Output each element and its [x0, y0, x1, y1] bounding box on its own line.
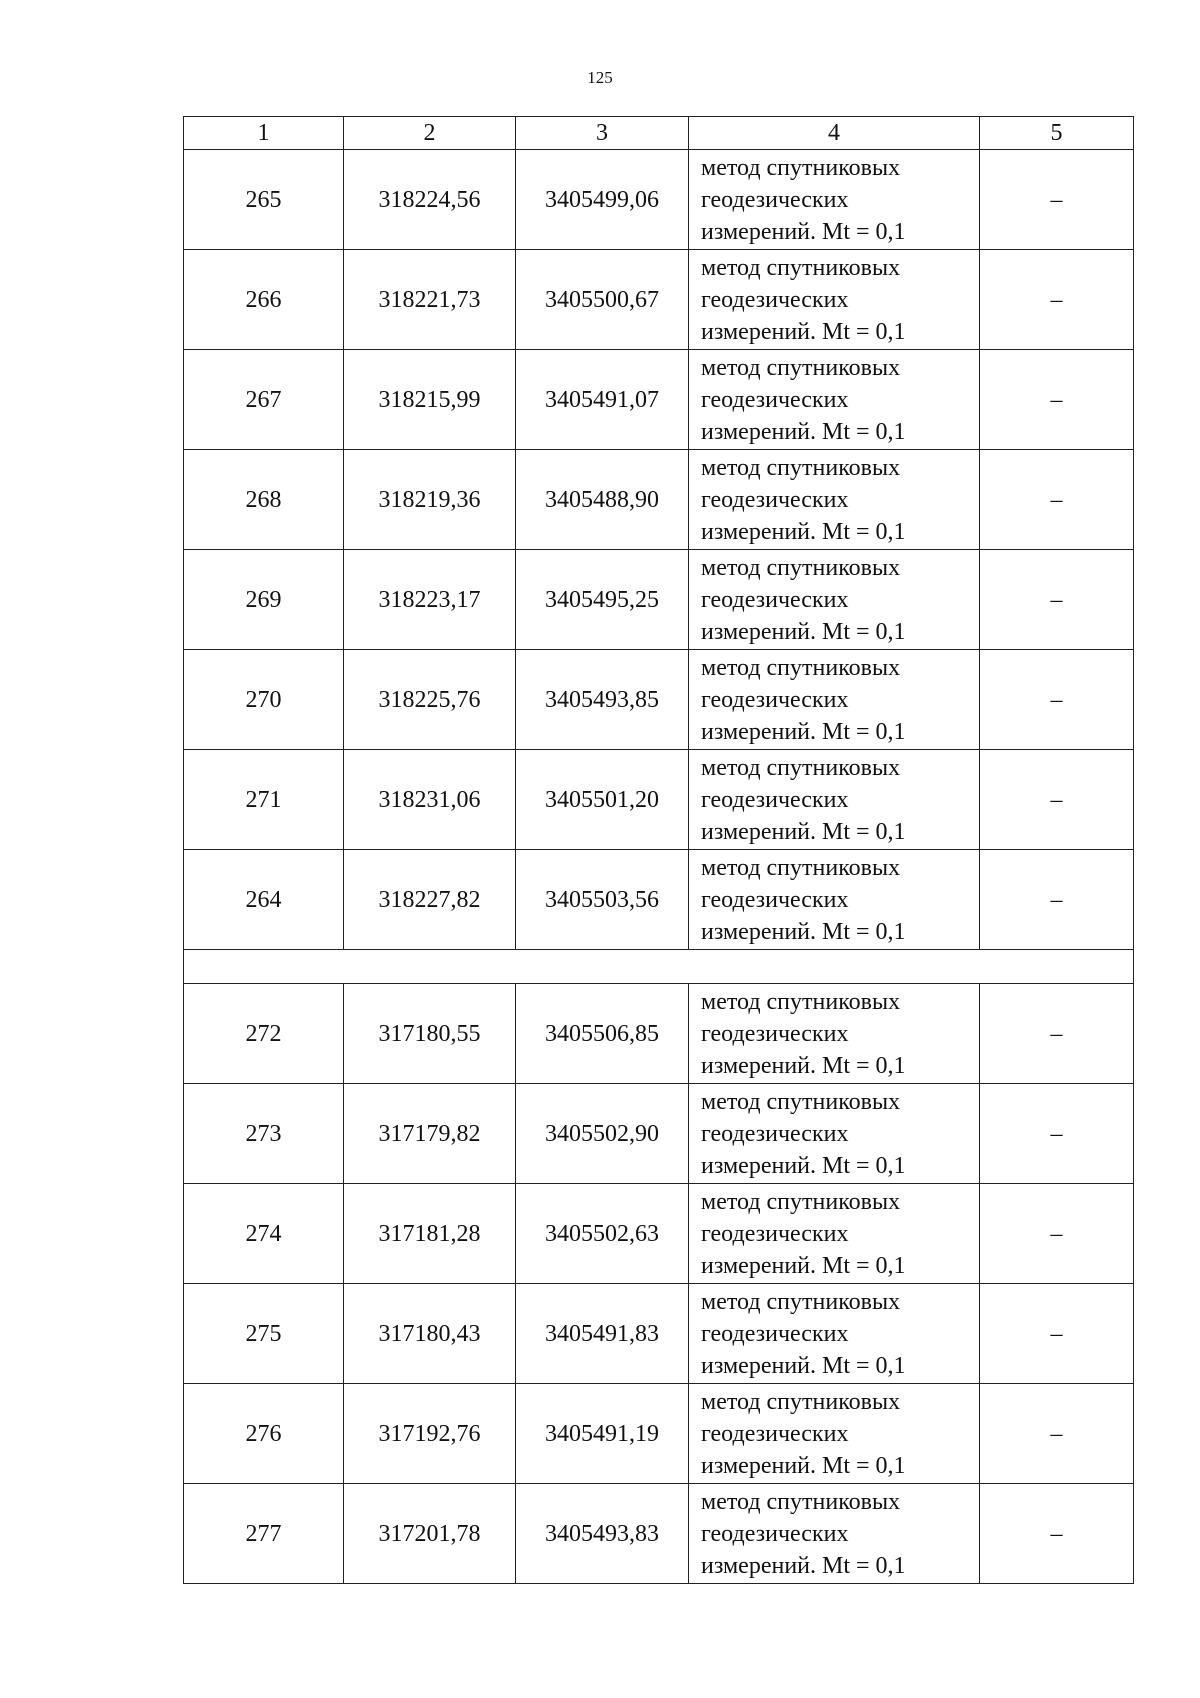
method-line: метод спутниковых — [701, 988, 901, 1015]
method-line: измерений. Mt = 0,1 — [701, 318, 906, 345]
method-line: измерений. Mt = 0,1 — [701, 1452, 906, 1479]
point-number-cell: 265 — [184, 150, 344, 250]
method-cell — [689, 1084, 980, 1184]
method-line: измерений. Mt = 0,1 — [701, 518, 906, 545]
page-number: 125 — [587, 68, 613, 87]
method-line: метод спутниковых — [701, 1288, 901, 1315]
note-cell: – — [980, 1384, 1134, 1484]
x-coordinate-cell: 318221,73 — [344, 250, 516, 350]
point-number-cell: 273 — [184, 1084, 344, 1184]
header-row — [184, 117, 1134, 150]
x-coordinate-cell: 317181,28 — [344, 1184, 516, 1284]
method-line: метод спутниковых — [701, 154, 901, 181]
separator-cell — [184, 950, 1134, 984]
method-line: измерений. Mt = 0,1 — [701, 1252, 906, 1279]
method-cell — [689, 350, 980, 450]
method-line: геодезических — [701, 286, 849, 313]
table-body — [184, 117, 1134, 1584]
table-row — [184, 250, 1134, 350]
table-row — [184, 1484, 1134, 1584]
x-coordinate-cell: 317192,76 — [344, 1384, 516, 1484]
method-line: измерений. Mt = 0,1 — [701, 218, 906, 245]
point-number-cell: 267 — [184, 350, 344, 450]
method-cell — [689, 1184, 980, 1284]
y-coordinate-cell: 3405500,67 — [516, 250, 689, 350]
note-cell: – — [980, 550, 1134, 650]
table-row — [184, 650, 1134, 750]
y-coordinate-cell: 3405488,90 — [516, 450, 689, 550]
y-coordinate-cell: 3405491,83 — [516, 1284, 689, 1384]
x-coordinate-cell: 318224,56 — [344, 150, 516, 250]
y-coordinate-cell: 3405491,19 — [516, 1384, 689, 1484]
method-cell — [689, 1284, 980, 1384]
method-cell — [689, 850, 980, 950]
header-col-4: 4 — [689, 117, 980, 150]
x-coordinate-cell: 318231,06 — [344, 750, 516, 850]
method-line: метод спутниковых — [701, 854, 901, 881]
x-coordinate-cell: 318225,76 — [344, 650, 516, 750]
method-line: метод спутниковых — [701, 454, 901, 481]
header-col-5: 5 — [980, 117, 1134, 150]
method-line: геодезических — [701, 686, 849, 713]
method-cell — [689, 450, 980, 550]
x-coordinate-cell: 317180,43 — [344, 1284, 516, 1384]
header-col-3: 3 — [516, 117, 689, 150]
method-line: геодезических — [701, 886, 849, 913]
header-col-1: 1 — [184, 117, 344, 150]
table-row — [184, 150, 1134, 250]
method-line: измерений. Mt = 0,1 — [701, 1552, 906, 1579]
point-number-cell: 270 — [184, 650, 344, 750]
x-coordinate-cell: 318219,36 — [344, 450, 516, 550]
x-coordinate-cell: 318223,17 — [344, 550, 516, 650]
note-cell: – — [980, 750, 1134, 850]
x-coordinate-cell: 317180,55 — [344, 984, 516, 1084]
y-coordinate-cell: 3405503,56 — [516, 850, 689, 950]
point-number-cell: 272 — [184, 984, 344, 1084]
method-line: измерений. Mt = 0,1 — [701, 718, 906, 745]
note-cell: – — [980, 450, 1134, 550]
y-coordinate-cell: 3405506,85 — [516, 984, 689, 1084]
method-line: метод спутниковых — [701, 754, 901, 781]
method-cell — [689, 150, 980, 250]
method-line: геодезических — [701, 386, 849, 413]
y-coordinate-cell: 3405493,83 — [516, 1484, 689, 1584]
y-coordinate-cell: 3405502,63 — [516, 1184, 689, 1284]
table-row — [184, 450, 1134, 550]
method-cell — [689, 250, 980, 350]
table-row — [184, 850, 1134, 950]
method-line: метод спутниковых — [701, 254, 901, 281]
note-cell: – — [980, 650, 1134, 750]
table-row — [184, 1284, 1134, 1384]
point-number-cell: 269 — [184, 550, 344, 650]
method-line: геодезических — [701, 1420, 849, 1447]
method-cell — [689, 1384, 980, 1484]
method-line: измерений. Mt = 0,1 — [701, 618, 906, 645]
group-separator-row — [184, 950, 1134, 984]
table-row — [184, 1384, 1134, 1484]
method-line: измерений. Mt = 0,1 — [701, 1152, 906, 1179]
point-number-cell: 277 — [184, 1484, 344, 1584]
note-cell: – — [980, 984, 1134, 1084]
y-coordinate-cell: 3405491,07 — [516, 350, 689, 450]
note-cell: – — [980, 1484, 1134, 1584]
coordinates-table — [183, 116, 1134, 1584]
method-line: метод спутниковых — [701, 1188, 901, 1215]
point-number-cell: 271 — [184, 750, 344, 850]
method-line: измерений. Mt = 0,1 — [701, 1352, 906, 1379]
y-coordinate-cell: 3405495,25 — [516, 550, 689, 650]
method-cell — [689, 650, 980, 750]
point-number-cell: 268 — [184, 450, 344, 550]
point-number-cell: 266 — [184, 250, 344, 350]
table-row — [184, 750, 1134, 850]
note-cell: – — [980, 350, 1134, 450]
point-number-cell: 275 — [184, 1284, 344, 1384]
note-cell: – — [980, 1084, 1134, 1184]
point-number-cell: 264 — [184, 850, 344, 950]
x-coordinate-cell: 318215,99 — [344, 350, 516, 450]
table-row — [184, 1184, 1134, 1284]
method-line: метод спутниковых — [701, 1088, 901, 1115]
method-line: геодезических — [701, 1220, 849, 1247]
method-line: метод спутниковых — [701, 554, 901, 581]
method-line: измерений. Mt = 0,1 — [701, 1052, 906, 1079]
x-coordinate-cell: 317179,82 — [344, 1084, 516, 1184]
x-coordinate-cell: 318227,82 — [344, 850, 516, 950]
method-cell — [689, 1484, 980, 1584]
method-line: метод спутниковых — [701, 654, 901, 681]
y-coordinate-cell: 3405501,20 — [516, 750, 689, 850]
x-coordinate-cell: 317201,78 — [344, 1484, 516, 1584]
method-cell — [689, 984, 980, 1084]
note-cell: – — [980, 850, 1134, 950]
table-row — [184, 550, 1134, 650]
method-line: метод спутниковых — [701, 1488, 901, 1515]
y-coordinate-cell: 3405502,90 — [516, 1084, 689, 1184]
note-cell: – — [980, 1184, 1134, 1284]
method-line: геодезических — [701, 486, 849, 513]
method-line: геодезических — [701, 186, 849, 213]
y-coordinate-cell: 3405493,85 — [516, 650, 689, 750]
method-line: измерений. Mt = 0,1 — [701, 818, 906, 845]
method-line: геодезических — [701, 586, 849, 613]
method-line: метод спутниковых — [701, 1388, 901, 1415]
note-cell: – — [980, 150, 1134, 250]
method-line: геодезических — [701, 1120, 849, 1147]
header-col-2: 2 — [344, 117, 516, 150]
table-row — [184, 350, 1134, 450]
method-line: геодезических — [701, 786, 849, 813]
note-cell: – — [980, 250, 1134, 350]
note-cell: – — [980, 1284, 1134, 1384]
method-line: геодезических — [701, 1020, 849, 1047]
table-row — [184, 1084, 1134, 1184]
method-cell — [689, 550, 980, 650]
point-number-cell: 274 — [184, 1184, 344, 1284]
method-cell — [689, 750, 980, 850]
point-number-cell: 276 — [184, 1384, 344, 1484]
method-line: геодезических — [701, 1320, 849, 1347]
y-coordinate-cell: 3405499,06 — [516, 150, 689, 250]
method-line: измерений. Mt = 0,1 — [701, 418, 906, 445]
table-row — [184, 984, 1134, 1084]
method-line: геодезических — [701, 1520, 849, 1547]
method-line: измерений. Mt = 0,1 — [701, 918, 906, 945]
method-line: метод спутниковых — [701, 354, 901, 381]
